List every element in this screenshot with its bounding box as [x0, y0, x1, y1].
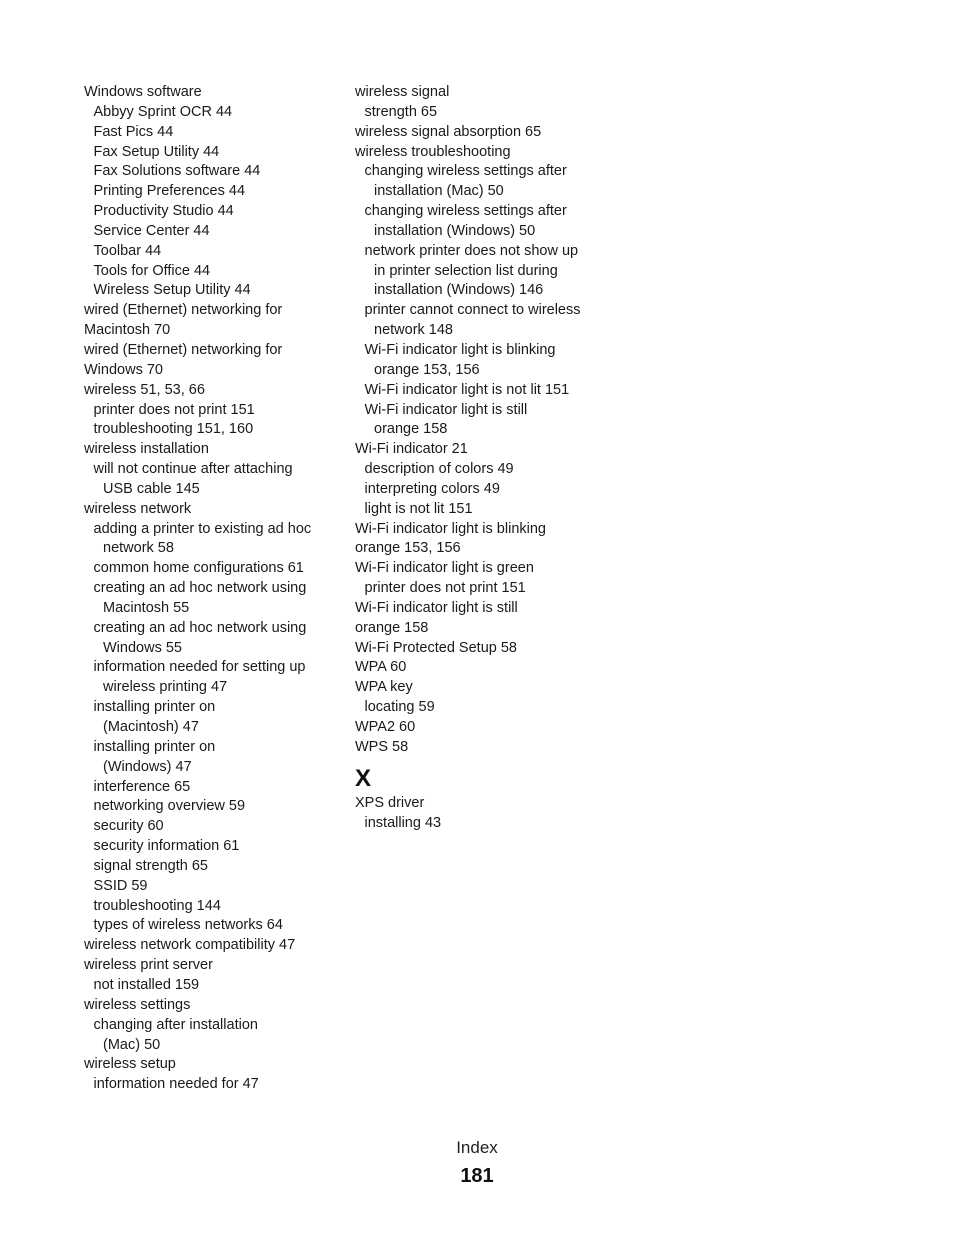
index-subentry: network 148: [374, 322, 453, 339]
index-subentry: Macintosh 55: [103, 599, 190, 616]
index-entry: wireless setup: [84, 1056, 176, 1073]
index-entry: orange 158: [355, 619, 429, 636]
index-subentry: SSID 59: [93, 877, 148, 894]
index-subentry: printer does not print 151: [93, 401, 255, 418]
index-subentry: light is not lit 151: [364, 500, 473, 517]
index-subentry: security 60: [93, 818, 164, 835]
index-subentry: Fast Pics 44: [93, 123, 174, 140]
index-subentry: (Macintosh) 47: [103, 719, 199, 735]
index-entry: wireless settings: [84, 996, 191, 1013]
index-subentry: Windows 55: [103, 639, 182, 656]
index-subentry: network printer does not show up: [364, 242, 579, 259]
footer-section-label: Index: [456, 1138, 498, 1157]
index-subentry: description of colors 49: [364, 461, 514, 478]
index-subentry: troubleshooting 151, 160: [93, 421, 254, 438]
index-entry: XPS driver: [355, 794, 425, 811]
index-entry: wireless network compatibility 47: [84, 937, 296, 954]
index-entry: WPA2 60: [355, 719, 416, 735]
index-entry: wireless print server: [84, 957, 213, 974]
index-subentry: Service Center 44: [93, 222, 210, 239]
index-subentry: orange 158: [374, 421, 448, 438]
index-column-left: [84, 83, 346, 1095]
index-subentry: installing 43: [364, 814, 442, 831]
index-subentry: changing after installation: [93, 1016, 258, 1033]
index-subentry: adding a printer to existing ad hoc: [93, 520, 312, 537]
index-entry: WPA key: [355, 679, 413, 696]
index-entry: wired (Ethernet) networking for: [84, 341, 283, 358]
index-subentry: information needed for setting up: [93, 659, 306, 676]
index-entry: wireless installation: [84, 441, 209, 458]
index-entry: Wi-Fi indicator 21: [355, 441, 468, 458]
index-subentry: Wi-Fi indicator light is blinking: [364, 341, 556, 358]
index-subentry: (Mac) 50: [103, 1036, 161, 1053]
index-subentry: signal strength 65: [93, 857, 208, 874]
index-subentry: changing wireless settings after: [364, 163, 567, 180]
index-entry: Wi-Fi indicator light is still: [355, 599, 518, 616]
index-entry: Macintosh 70: [84, 322, 171, 339]
index-subentry: installing printer on: [93, 738, 216, 755]
index-subentry: types of wireless networks 64: [93, 917, 283, 934]
index-subentry: printer cannot connect to wireless: [364, 302, 581, 319]
index-subentry: installing printer on: [93, 699, 216, 716]
index-entry: wireless signal: [355, 84, 450, 100]
index-subentry: Wireless Setup Utility 44: [93, 282, 251, 299]
index-column-right: [355, 83, 615, 833]
index-subentry: security information 61: [93, 838, 240, 855]
index-subentry: information needed for 47: [93, 1076, 259, 1093]
index-entry: Wi-Fi indicator light is green: [355, 560, 534, 577]
index-subentry: Printing Preferences 44: [93, 183, 246, 200]
index-subentry: Toolbar 44: [93, 242, 162, 259]
index-subentry: Fax Solutions software 44: [93, 163, 261, 180]
index-subentry: Wi-Fi indicator light is not lit 151: [364, 381, 570, 398]
index-subentry: changing wireless settings after: [364, 203, 567, 220]
index-entry: Wi-Fi Protected Setup 58: [355, 639, 517, 656]
index-subentry: installation (Windows) 146: [374, 282, 544, 299]
index-subentry: interpreting colors 49: [364, 480, 500, 497]
index-subentry: not installed 159: [93, 976, 200, 993]
index-subentry: Fax Setup Utility 44: [93, 143, 220, 160]
index-subentry: interference 65: [93, 778, 191, 795]
index-subentry: troubleshooting 144: [93, 897, 221, 914]
index-subentry: Tools for Office 44: [93, 262, 211, 279]
index-subentry: printer does not print 151: [364, 580, 526, 597]
index-entry: wired (Ethernet) networking for: [84, 302, 283, 319]
index-subentry: orange 153, 156: [374, 361, 480, 378]
index-entry: Windows software: [84, 84, 202, 100]
index-entry: wireless network: [84, 500, 192, 517]
index-entry: Wi-Fi indicator light is blinking: [355, 520, 546, 537]
index-subentry: creating an ad hoc network using: [93, 580, 307, 597]
index-entry: wireless signal absorption 65: [355, 123, 542, 140]
index-subentry: installation (Windows) 50: [374, 222, 536, 239]
index-subentry: network 58: [103, 540, 174, 557]
index-entry: WPS 58: [355, 738, 409, 755]
index-subentry: USB cable 145: [103, 480, 200, 497]
index-subentry: wireless printing 47: [103, 679, 228, 696]
index-subentry: Wi-Fi indicator light is still: [364, 401, 528, 418]
index-subentry: creating an ad hoc network using: [93, 619, 307, 636]
index-subentry: networking overview 59: [93, 798, 246, 815]
index-subentry: will not continue after attaching: [93, 461, 293, 478]
index-subentry: in printer selection list during: [374, 262, 558, 279]
index-subentry: (Windows) 47: [103, 758, 192, 775]
index-entry: wireless troubleshooting: [355, 143, 511, 160]
index-subentry: installation (Mac) 50: [374, 183, 504, 200]
index-section-letter: X: [355, 764, 372, 792]
index-entry: orange 153, 156: [355, 540, 461, 557]
index-subentry: common home configurations 61: [93, 560, 304, 577]
page-number: 181: [460, 1165, 494, 1187]
index-subentry: Productivity Studio 44: [93, 203, 234, 220]
index-entry: wireless 51, 53, 66: [84, 381, 205, 398]
index-subentry: strength 65: [364, 103, 438, 120]
index-subentry: Abbyy Sprint OCR 44: [93, 103, 233, 120]
index-entry: WPA 60: [355, 659, 407, 676]
index-entry: Windows 70: [84, 361, 163, 378]
index-subentry: locating 59: [364, 699, 435, 716]
